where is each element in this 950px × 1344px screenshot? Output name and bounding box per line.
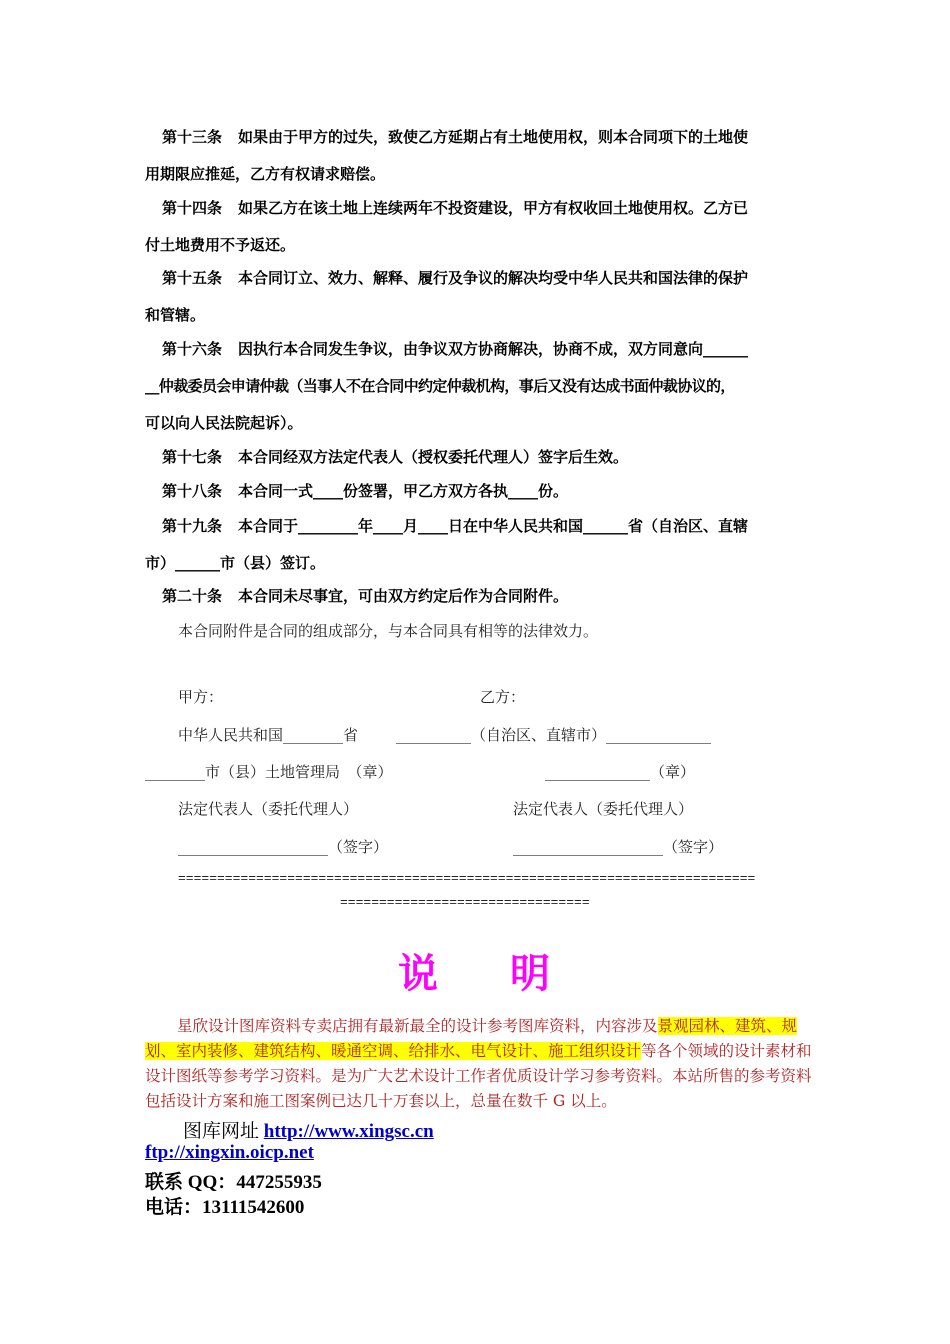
article-text: 如果乙方在该土地上连续两年不投资建设，甲方有权收回土地使用权。乙方已 xyxy=(238,199,749,217)
party-a-signature-line: ____________________（签字） xyxy=(178,838,389,856)
site-row xyxy=(183,1116,434,1143)
divider-line: ================================ xyxy=(340,895,590,910)
article-number: 第二十条 xyxy=(162,587,223,605)
article-text: 市）______市（县）签订。 xyxy=(145,554,326,572)
article-text: 用期限应推延，乙方有权请求赔偿。 xyxy=(145,165,386,183)
appendix-note: 本合同附件是合同的组成部分，与本合同具有相等的法律效力。 xyxy=(178,622,599,640)
article-text: 付土地费用不予返还。 xyxy=(145,236,296,254)
site-label: 图库网址 xyxy=(183,1121,260,1142)
promo-text: 星欣设计图库资料专卖店拥有最新最全的设计参考图库资料，内容涉及 xyxy=(177,1017,658,1035)
article-text: 本合同未尽事宜，可由双方约定后作为合同附件。 xyxy=(238,587,569,605)
article-number: 第十三条 xyxy=(162,128,223,146)
title-char: 明 xyxy=(510,951,552,997)
qq-row xyxy=(145,1167,322,1194)
article-20 xyxy=(145,578,810,615)
article-text: __仲裁委员会申请仲裁（当事人不在合同中约定仲裁机构，事后又没有达成书面仲裁协议的， xyxy=(145,377,735,395)
promo-highlight: 景观园林、建筑、规划、室内装修、建筑结构、暖通空调、给排水、电气设计、施工组织设计 xyxy=(145,1017,798,1060)
party-b-representative: 法定代表人（委托代理人） xyxy=(513,800,694,818)
article-18 xyxy=(145,473,810,510)
explanation-paragraph xyxy=(145,1014,825,1114)
phone-label: 电话： xyxy=(145,1197,203,1218)
party-a-label: 甲方： xyxy=(178,688,224,706)
explanation-title xyxy=(0,942,950,999)
article-17 xyxy=(145,439,810,476)
phone-value: 13111542600 xyxy=(202,1197,305,1218)
article-number: 第十八条 xyxy=(162,482,223,500)
ftp-row xyxy=(145,1142,314,1164)
title-char: 说 xyxy=(398,951,440,997)
party-b-seal: ______________（章） xyxy=(545,763,696,781)
article-text: 可以向人民法院起诉）。 xyxy=(145,414,303,432)
article-text: 本合同订立、效力、解释、履行及争议的解决均受中华人民共和国法律的保护 xyxy=(238,269,749,287)
qq-label: 联系 QQ： xyxy=(145,1172,237,1193)
party-b-signature-line: ____________________（签字） xyxy=(513,838,724,856)
party-b-region: __________（自治区、直辖市）______________ xyxy=(396,726,712,744)
article-text: 本合同一式____份签署，甲乙方双方各执____份。 xyxy=(238,482,569,500)
article-14 xyxy=(145,190,810,264)
article-16 xyxy=(145,331,810,442)
party-a-representative: 法定代表人（委托代理人） xyxy=(178,800,359,818)
article-text: 如果由于甲方的过失，致使乙方延期占有土地使用权，则本合同项下的土地使 xyxy=(238,128,749,146)
article-19 xyxy=(145,508,810,582)
party-a-province: 中华人民共和国________省 xyxy=(178,726,359,744)
article-text: 本合同于________年____月____日在中华人民共和国______省（自治区、直辖 xyxy=(238,517,749,535)
article-number: 第十七条 xyxy=(162,448,223,466)
article-text: 本合同经双方法定代表人（授权委托代理人）签字后生效。 xyxy=(238,448,629,466)
qq-value: 447255935 xyxy=(236,1172,322,1193)
site-link[interactable]: http://www.xingsc.cn xyxy=(263,1121,434,1142)
article-number: 第十九条 xyxy=(162,517,223,535)
article-15 xyxy=(145,260,810,334)
phone-row xyxy=(145,1192,304,1219)
article-text: 因执行本合同发生争议，由争议双方协商解决，协商不成，双方同意向______ xyxy=(238,340,749,358)
article-13 xyxy=(145,119,810,193)
ftp-link[interactable]: ftp://xingxin.oicp.net xyxy=(145,1142,314,1163)
article-number: 第十五条 xyxy=(162,269,223,287)
party-b-label: 乙方： xyxy=(480,688,526,706)
promo-text: 等各个领域的设计素材和设计图纸等参考学习资料。是为广大艺术设计工作者优质设计学习参考资料。本站所售的参考资料包括设计方案和施工图案例已达几十万套以上，总量在数千 G 以上。 xyxy=(145,1042,812,1110)
article-text: 和管辖。 xyxy=(145,306,206,324)
article-number: 第十四条 xyxy=(162,199,223,217)
article-number: 第十六条 xyxy=(162,340,223,358)
divider-line: ========================================================================== xyxy=(178,871,756,886)
party-a-bureau: ________市（县）土地管理局 （章） xyxy=(145,763,393,781)
